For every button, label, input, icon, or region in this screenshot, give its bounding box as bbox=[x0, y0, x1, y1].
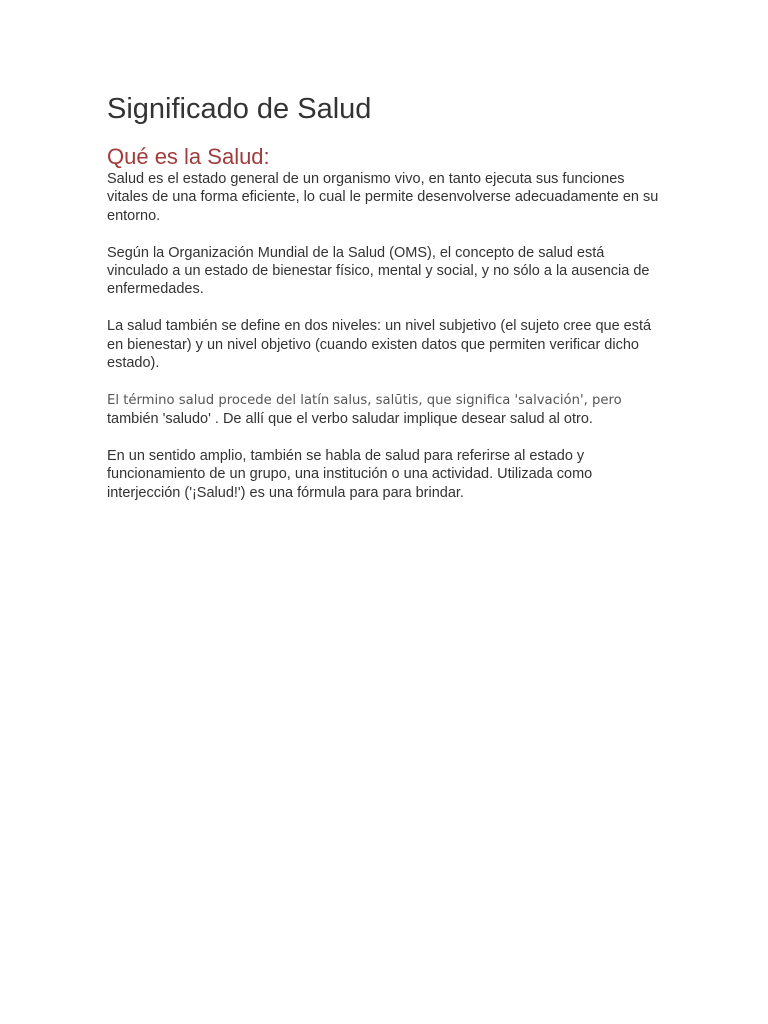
etymology-lead-text: El término salud procede del latín salus, salūtis, que significa 'salvación', pero bbox=[107, 392, 622, 408]
paragraph-etymology bbox=[107, 391, 663, 429]
document-title: Significado de Salud bbox=[107, 93, 372, 125]
paragraph-oms: Según la Organización Mundial de la Salud (OMS), el concepto de salud está vinculado a un estado de bienestar físico, mental y social, y no sólo a la ausencia de enfermedades. bbox=[107, 244, 650, 298]
section-heading: Qué es la Salud: bbox=[107, 144, 270, 169]
document-page bbox=[107, 90, 663, 521]
paragraph-closing: En un sentido amplio, también se habla de salud para referirse al estado y funcionamiento de un grupo, una institución o una actividad. Utilizada como interjección ('¡Salud!') es una fórmula para para brindar. bbox=[107, 448, 593, 501]
etymology-rest-text: también 'saludo' . De allí que el verbo saludar implique desear salud al otro. bbox=[107, 411, 593, 428]
paragraph-levels: La salud también se define en dos niveles: un nivel subjetivo (el sujeto cree que está en bienestar) y un nivel objetivo (cuando existen datos que permiten verificar dicho estado). bbox=[107, 318, 652, 372]
paragraph-definition: Salud es el estado general de un organismo vivo, en tanto ejecuta sus funciones vitales de una forma eficiente, lo cual le permite desenvolverse adecuadamente en su entorno. bbox=[107, 171, 659, 224]
